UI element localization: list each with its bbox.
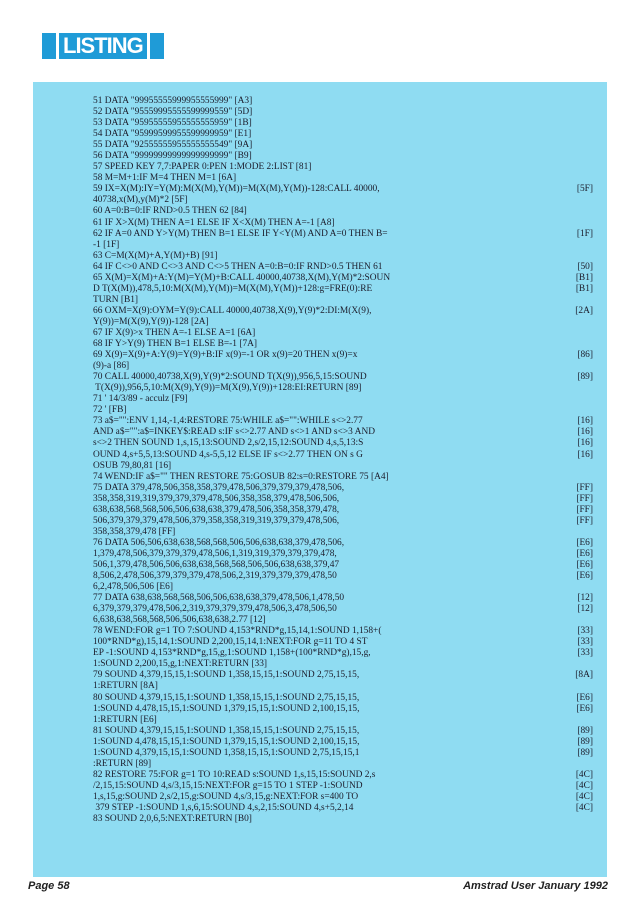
checksum [589, 240, 593, 251]
code-text: 506,1,379,478,506,506,638,638,568,568,506,506,638,638,379,47 [93, 559, 340, 570]
code-text: 40738,x(M),y(M)*2 [5F] [93, 195, 188, 206]
code-text: 638,638,568,568,506,506,638,638,379,478,506,358,358,379,478, [93, 504, 340, 515]
listing-line [93, 681, 593, 692]
checksum: [FF] [576, 504, 593, 515]
checksum: [4C] [575, 791, 593, 802]
checksum [589, 140, 593, 151]
code-text: 74 WEND:IF a$="" THEN RESTORE 75:GOSUB 82:s=0:RESTORE 75 [A4] [93, 471, 389, 482]
listing-line [93, 626, 593, 637]
page-number: Page 58 [28, 880, 70, 892]
code-text: 71 ' 14/3/89 - acculz [F9] [93, 394, 188, 405]
checksum: [4C] [575, 780, 593, 791]
checksum: [E6] [576, 559, 593, 570]
checksum [589, 361, 593, 372]
listing-line [93, 129, 593, 140]
listing-line [93, 162, 593, 173]
listing-line [93, 218, 593, 229]
checksum: [5F] [576, 184, 593, 195]
checksum: [16] [577, 449, 593, 460]
code-text: T(X(9)),956,5,10:M(X(9),Y(9))=M(X(9),Y(9))+128:EI:RETURN [89] [93, 383, 362, 394]
checksum [589, 527, 593, 538]
listing-line [93, 726, 593, 737]
listing-line [93, 284, 593, 295]
checksum: [E6] [576, 548, 593, 559]
checksum [589, 206, 593, 217]
code-text: OSUB 79,80,81 [16] [93, 460, 172, 471]
checksum: [E6] [576, 571, 593, 582]
code-text: 83 SOUND 2,0,6,5:NEXT:RETURN [B0] [93, 814, 252, 825]
listing-line [93, 372, 593, 383]
checksum [589, 394, 593, 405]
checksum [589, 383, 593, 394]
listing-line [93, 151, 593, 162]
code-text: 77 DATA 638,638,568,568,506,506,638,638,379,478,506,1,478,50 [93, 593, 345, 604]
code-text: 65 X(M)=X(M)+A:Y(M)=Y(M)+B:CALL 40000,40738,X(M),Y(M)*2:SOUN [93, 272, 391, 283]
checksum: [2A] [575, 305, 593, 316]
code-text: D T(X(M)),478,5,10:M(X(M),Y(M))=M(X(M),Y(M))+128:g=FRE(0):RE [93, 283, 373, 294]
checksum: [89] [577, 736, 593, 747]
listing-line [93, 118, 593, 129]
code-text: 1:RETURN [E6] [93, 714, 157, 725]
code-text: 66 OXM=X(9):OYM=Y(9):CALL 40000,40738,X(9),Y(9)*2:DI:M(X(9), [93, 305, 372, 316]
code-text: 69 X(9)=X(9)+A:Y(9)=Y(9)+B:IF x(9)=-1 OR x(9)=20 THEN x(9)=x [93, 350, 358, 361]
code-text: 78 WEND:FOR g=1 TO 7:SOUND 4,153*RND*g,15,14,1:SOUND 1,158+( [93, 626, 382, 637]
code-text: 70 CALL 40000,40738,X(9),Y(9)*2:SOUND T(X(9)),956,5,15:SOUND [93, 372, 367, 383]
code-text: 62 IF A=0 AND Y>Y(M) THEN B=1 ELSE IF Y<Y(M) AND A=0 THEN B= [93, 228, 388, 239]
checksum [589, 328, 593, 339]
code-text: 1:SOUND 4,478,15,15,1:SOUND 1,379,15,15,1:SOUND 2,100,15,15, [93, 703, 360, 714]
header-block-left [42, 33, 56, 59]
checksum [589, 339, 593, 350]
listing-line [93, 328, 593, 339]
listing-line [93, 427, 593, 438]
listing-line [93, 438, 593, 449]
checksum: [B1] [575, 283, 593, 294]
code-text: 8,506,2,478,506,379,379,379,478,506,2,319,379,379,379,478,50 [93, 571, 337, 582]
listing-line [93, 803, 593, 814]
checksum: [33] [577, 637, 593, 648]
listing-line [93, 704, 593, 715]
checksum [589, 218, 593, 229]
listing-line [93, 184, 593, 195]
listing-line [93, 461, 593, 472]
section-header [42, 32, 164, 60]
listing-line [93, 107, 593, 118]
code-text: 6,379,379,379,478,506,2,319,379,379,379,478,506,3,478,506,50 [93, 604, 337, 615]
code-text: 6,2,478,506,506 [E6] [93, 582, 173, 593]
checksum: [33] [577, 648, 593, 659]
checksum [589, 814, 593, 825]
code-text: 56 DATA "99999999999999999999" [B9] [93, 151, 252, 162]
listing-line [93, 648, 593, 659]
code-text: 54 DATA "95999599955599999959" [E1] [93, 129, 252, 140]
listing-line [93, 770, 593, 781]
code-text: /2,15,15:SOUND 4,s/3,15,15:NEXT:FOR g=15 TO 1 STEP -1:SOUND [93, 780, 363, 791]
checksum: [12] [577, 593, 593, 604]
listing-line [93, 604, 593, 615]
listing-line [93, 693, 593, 704]
checksum [589, 681, 593, 692]
listing-line [93, 737, 593, 748]
listing-line [93, 361, 593, 372]
code-text: 55 DATA "92555555955555555549" [9A] [93, 140, 253, 151]
listing-line [93, 637, 593, 648]
checksum: [E6] [576, 692, 593, 703]
listing-line [93, 538, 593, 549]
checksum [589, 582, 593, 593]
code-text: 81 SOUND 4,379,15,15,1:SOUND 1,358,15,15,1:SOUND 2,75,15,15, [93, 725, 360, 736]
checksum [589, 472, 593, 483]
listing-panel [33, 82, 607, 877]
code-text: 100*RND*g),15,14,1:SOUND 2,200,15,14,1:NEXT:FOR g=11 TO 4 ST [93, 637, 368, 648]
code-text: 1,379,478,506,379,379,379,478,506,1,319,319,379,379,379,478, [93, 548, 337, 559]
checksum: [16] [577, 438, 593, 449]
code-text: 58 M=M+1:IF M=4 THEN M=1 [6A] [93, 173, 237, 184]
checksum [589, 759, 593, 770]
code-text: 52 DATA "95559995555599999559" [5D] [93, 107, 253, 118]
listing-line [93, 759, 593, 770]
header-block-right [150, 33, 164, 59]
code-text: 67 IF X(9)>x THEN A=-1 ELSE A=1 [6A] [93, 327, 256, 338]
code-text: 59 IX=X(M):IY=Y(M):M(X(M),Y(M))=M(X(M),Y(M))-128:CALL 40000, [93, 184, 380, 195]
code-text: OUND 4,s+5,5,13:SOUND 4,s-5,5,12 ELSE IF s<>2.77 THEN ON s G [93, 449, 363, 460]
listing-line [93, 593, 593, 604]
code-text: 72 ' [FB] [93, 405, 127, 416]
listing-line [93, 96, 593, 107]
checksum: [4C] [575, 769, 593, 780]
listing-line [93, 206, 593, 217]
code-text: Y(9))=M(X(9),Y(9))-128 [2A] [93, 316, 209, 327]
listing-line [93, 516, 593, 527]
checksum: [50] [577, 261, 593, 272]
checksum: [1F] [576, 228, 593, 239]
code-text: 1:SOUND 4,379,15,15,1:SOUND 1,358,15,15,1:SOUND 2,75,15,15,1 [93, 747, 360, 758]
checksum: [E6] [576, 537, 593, 548]
checksum: [4C] [575, 803, 593, 813]
listing-line [93, 505, 593, 516]
listing-line [93, 781, 593, 792]
code-text: EP -1:SOUND 4,153*RND*g,15,g,1:SOUND 1,158+(100*RND*g),15,g, [93, 648, 371, 659]
section-title: LISTING [59, 33, 147, 59]
listing-line [93, 792, 593, 803]
code-text: (9)-a [86] [93, 361, 130, 372]
listing-line [93, 383, 593, 394]
code-text: 63 C=M(X(M)+A,Y(M)+B) [91] [93, 250, 218, 261]
checksum [589, 317, 593, 328]
checksum: [89] [577, 747, 593, 758]
checksum [589, 615, 593, 626]
checksum [589, 118, 593, 129]
listing-line [93, 715, 593, 726]
code-text: 79 SOUND 4,379,15,15,1:SOUND 1,358,15,15,1:SOUND 2,75,15,15, [93, 670, 360, 681]
checksum [589, 96, 593, 107]
checksum: [33] [577, 626, 593, 637]
code-text: 379 STEP -1:SOUND 1,s,6,15:SOUND 4,s,2,15:SOUND 4,s+5,2,14 [93, 803, 354, 813]
code-text: AND a$="":a$=INKEY$:READ s:IF s<>2.77 AND s<>1 AND s<>3 AND [93, 427, 375, 438]
listing-line [93, 472, 593, 483]
code-text: 76 DATA 506,506,638,638,568,568,506,506,638,638,379,478,506, [93, 537, 345, 548]
checksum: [16] [577, 427, 593, 438]
checksum: [12] [577, 604, 593, 615]
code-text: :RETURN [89] [93, 758, 152, 769]
code-text: TURN [B1] [93, 294, 139, 305]
checksum [589, 659, 593, 670]
listing-line [93, 317, 593, 328]
listing-line [93, 549, 593, 560]
checksum [589, 129, 593, 140]
code-text: 358,358,319,319,379,379,379,478,506,358,358,379,478,506,506, [93, 493, 340, 504]
checksum [589, 162, 593, 173]
listing-line [93, 195, 593, 206]
listing-line [93, 405, 593, 416]
checksum: [B1] [575, 272, 593, 283]
listing-line [93, 560, 593, 571]
listing-line [93, 450, 593, 461]
listing-line [93, 350, 593, 361]
checksum: [89] [577, 372, 593, 383]
listing-line [93, 273, 593, 284]
code-text: 1:SOUND 2,200,15,g,1:NEXT:RETURN [33] [93, 659, 268, 670]
code-text: 60 A=0:B=0:IF RND>0.5 THEN 62 [84] [93, 206, 247, 217]
checksum [589, 715, 593, 726]
code-text: 6,638,638,568,568,506,506,638,638,2.77 [12] [93, 615, 266, 626]
listing-line [93, 659, 593, 670]
listing-line [93, 262, 593, 273]
listing-line [93, 416, 593, 427]
checksum: [89] [577, 725, 593, 736]
listing-line [93, 483, 593, 494]
listing-line [93, 615, 593, 626]
code-text: 1:SOUND 4,478,15,15,1:SOUND 1,379,15,15,1:SOUND 2,100,15,15, [93, 736, 360, 747]
code-text: 51 DATA "99955555999955555999" [A3] [93, 96, 253, 106]
code-text: 75 DATA 379,478,506,358,358,379,478,506,379,379,379,478,506, [93, 482, 345, 493]
listing-line [93, 748, 593, 759]
listing-line [93, 306, 593, 317]
listing-line [93, 494, 593, 505]
listing-line [93, 670, 593, 681]
code-text: 68 IF Y>Y(9) THEN B=1 ELSE B=-1 [7A] [93, 339, 258, 350]
listing-line [93, 140, 593, 151]
checksum [589, 151, 593, 162]
checksum: [86] [577, 350, 593, 361]
listing-line [93, 582, 593, 593]
code-text: 64 IF C<>0 AND C<>3 AND C<>5 THEN A=0:B=0:IF RND>0.5 THEN 61 [93, 261, 383, 272]
listing-line [93, 814, 593, 825]
code-text: 73 a$="":ENV 1,14,-1,4:RESTORE 75:WHILE a$="":WHILE s<>2.77 [93, 416, 363, 427]
checksum [589, 405, 593, 416]
code-text: -1 [1F] [93, 239, 120, 250]
listing-line [93, 240, 593, 251]
code-text: 358,358,379,478 [FF] [93, 526, 176, 537]
code-text: 1:RETURN [8A] [93, 681, 158, 692]
listing-line [93, 251, 593, 262]
code-text: 57 SPEED KEY 7,7:PAPER 0:PEN 1:MODE 2:LIST [81] [93, 162, 312, 173]
listing-line [93, 527, 593, 538]
listing-line [93, 571, 593, 582]
code-text: 82 RESTORE 75:FOR g=1 TO 10:READ s:SOUND 1,s,15,15:SOUND 2,s [93, 769, 376, 780]
checksum: [16] [577, 416, 593, 427]
checksum [589, 251, 593, 262]
checksum [589, 461, 593, 472]
listing-line [93, 394, 593, 405]
code-text: 1,s,15,g:SOUND 2,s/2,15,g:SOUND 4,s/3,15,g:NEXT:FOR s=400 TO [93, 791, 359, 802]
code-text: 61 IF X>X(M) THEN A=1 ELSE IF X<X(M) THEN A=-1 [A8] [93, 217, 335, 228]
checksum [589, 107, 593, 118]
code-text: s<>2 THEN SOUND 1,s,15,13:SOUND 2,s/2,15,12:SOUND 4,s,5,13:S [93, 438, 364, 449]
checksum: [8A] [575, 670, 593, 681]
listing-line [93, 339, 593, 350]
checksum: [FF] [576, 515, 593, 526]
code-listing [93, 96, 593, 825]
checksum: [E6] [576, 703, 593, 714]
checksum [589, 195, 593, 206]
code-text: 80 SOUND 4,379,15,15,1:SOUND 1,358,15,15,1:SOUND 2,75,15,15, [93, 692, 360, 703]
checksum [589, 173, 593, 184]
magazine-issue: Amstrad User January 1992 [463, 880, 608, 892]
checksum: [FF] [576, 493, 593, 504]
listing-line [93, 295, 593, 306]
checksum: [FF] [576, 482, 593, 493]
code-text: 506,379,379,379,478,506,379,358,358,319,319,379,379,478,506, [93, 515, 340, 526]
checksum [589, 295, 593, 306]
code-text: 53 DATA "95955555955555555959" [1B] [93, 118, 252, 129]
listing-line [93, 229, 593, 240]
listing-line [93, 173, 593, 184]
